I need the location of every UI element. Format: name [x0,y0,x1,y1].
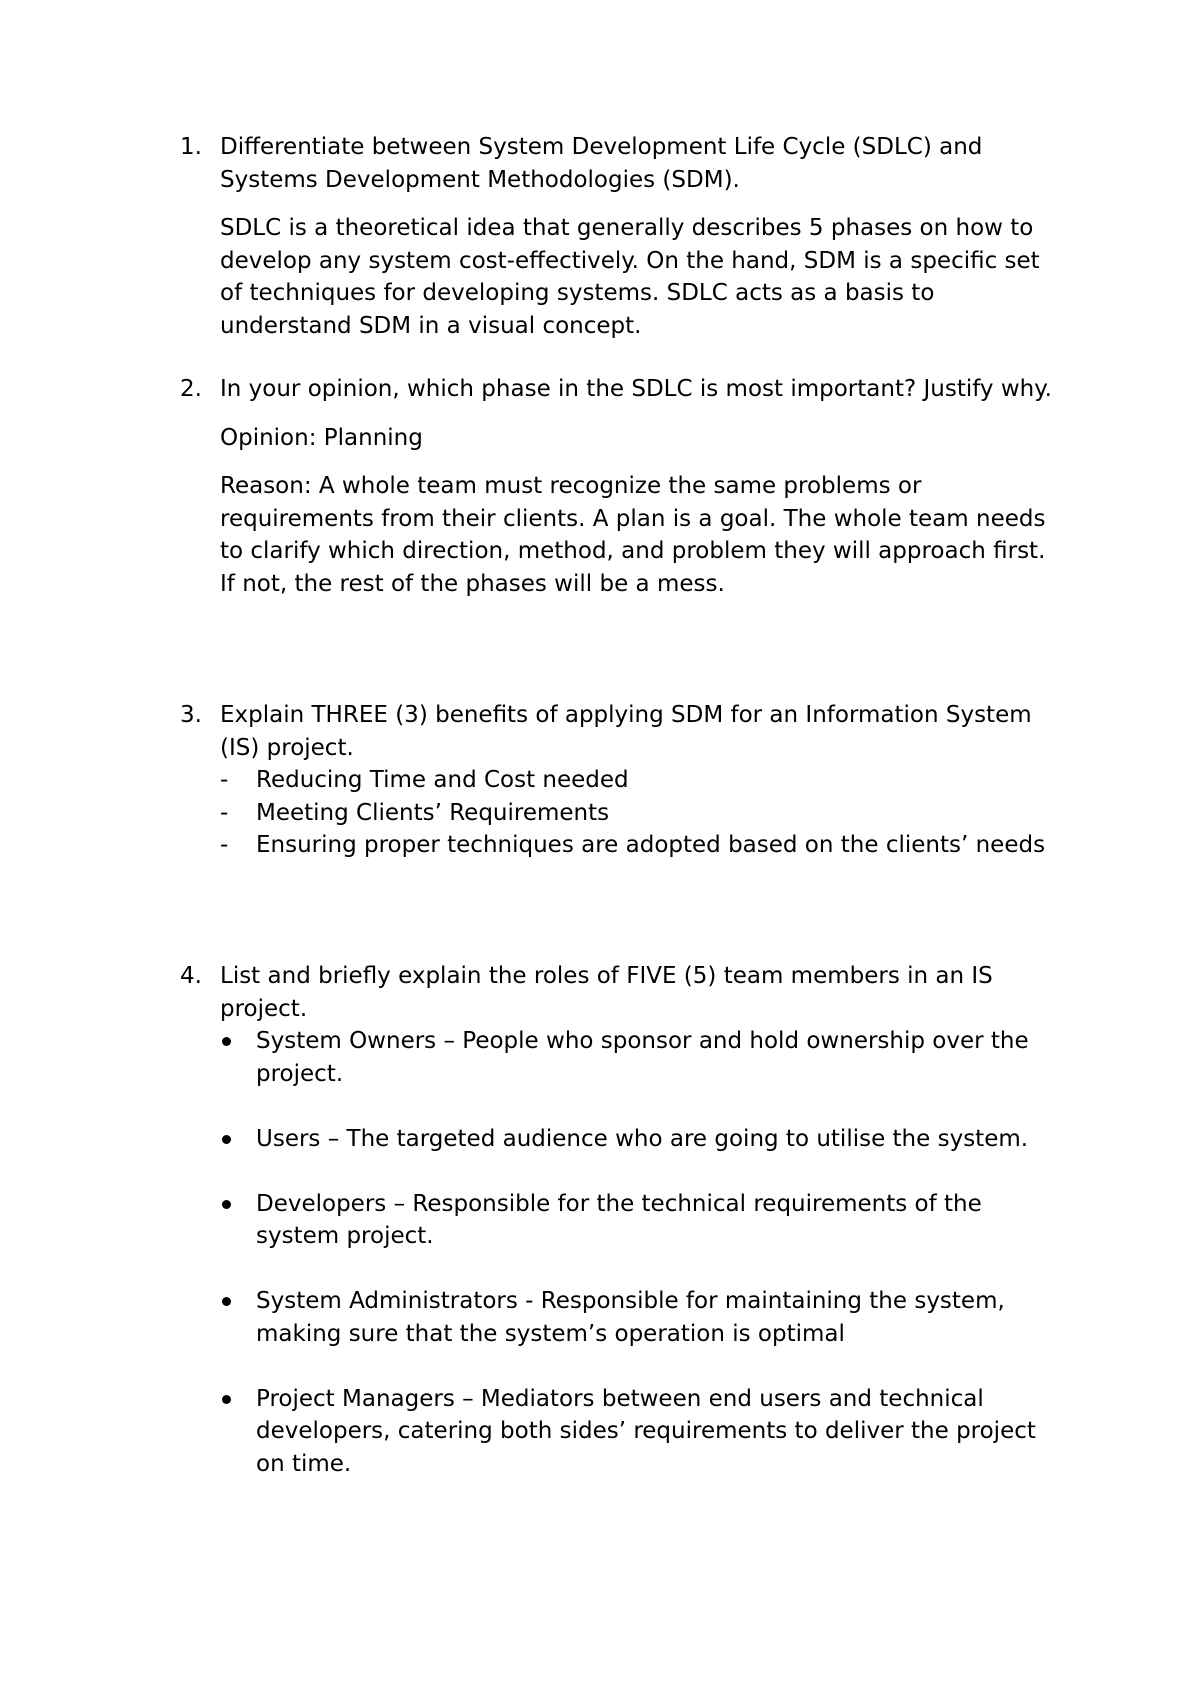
benefit-text: Reducing Time and Cost needed [256,767,629,793]
question-4 [180,960,1060,1480]
role-text: Developers – Responsible for the technical requirements of the system project. [256,1190,982,1249]
bullet-icon [222,1037,231,1046]
bullet-icon [222,1200,231,1209]
question-number: 2. [180,376,202,402]
bullet-icon [222,1395,231,1404]
question-2 [180,373,1060,600]
list-item [220,797,1060,830]
role-text: System Owners – People who sponsor and hold ownership over the project. [256,1028,1029,1087]
dash-marker: - [220,799,229,826]
list-item [220,1188,1060,1253]
bullet-icon [222,1297,231,1306]
opinion-paragraph: Opinion: Planning [220,424,423,451]
question-1 [180,131,1060,342]
bullet-icon [222,1135,231,1144]
benefit-text: Ensuring proper techniques are adopted based on the clients’ needs [256,832,1046,858]
list-item [220,1383,1060,1481]
list-item [220,764,1060,797]
dash-marker: - [220,832,229,858]
question-text: Explain THREE (3) benefits of applying SDM for an Information System (IS) project. [220,702,1032,761]
list-item [220,829,1060,862]
dash-marker: - [220,767,229,793]
reason-paragraph: Reason: A whole team must recognize the same problems or requirements from their clients. A plan is a goal. The whole team needs to clarify which direction, method, and problem they will approach first. If not, the rest of the phases will be a mess. [220,473,1046,597]
list-item [220,1123,1060,1156]
question-text: In your opinion, which phase in the SDLC is most important? Justify why. [220,376,1052,402]
role-text: Project Managers – Mediators between end users and technical developers, catering both sides’ requirements to deliver the project on time. [256,1385,1036,1477]
benefits-list [220,764,1060,862]
question-number: 3. [180,702,202,728]
role-text: Users – The targeted audience who are going to utilise the system. [256,1125,1029,1152]
roles-list [220,1025,1060,1480]
question-number: 1. [180,134,202,160]
question-text: List and briefly explain the roles of FIVE (5) team members in an IS project. [220,963,993,1022]
list-item [220,1285,1060,1350]
answer-paragraph: SDLC is a theoretical idea that generally describes 5 phases on how to develop any system cost-effectively. On the hand, SDM is a specific set of techniques for developing systems. SDLC acts as a basis to understand SDM in a visual concept. [220,215,1040,339]
benefit-text: Meeting Clients’ Requirements [256,799,610,826]
question-number: 4. [180,963,202,989]
question-3 [180,699,1060,862]
role-text: System Administrators - Responsible for maintaining the system, making sure that the system’s operation is optimal [256,1288,1005,1347]
list-item [220,1025,1060,1090]
question-text: Differentiate between System Development Life Cycle (SDLC) and Systems Development Methodologies (SDM). [220,134,983,193]
